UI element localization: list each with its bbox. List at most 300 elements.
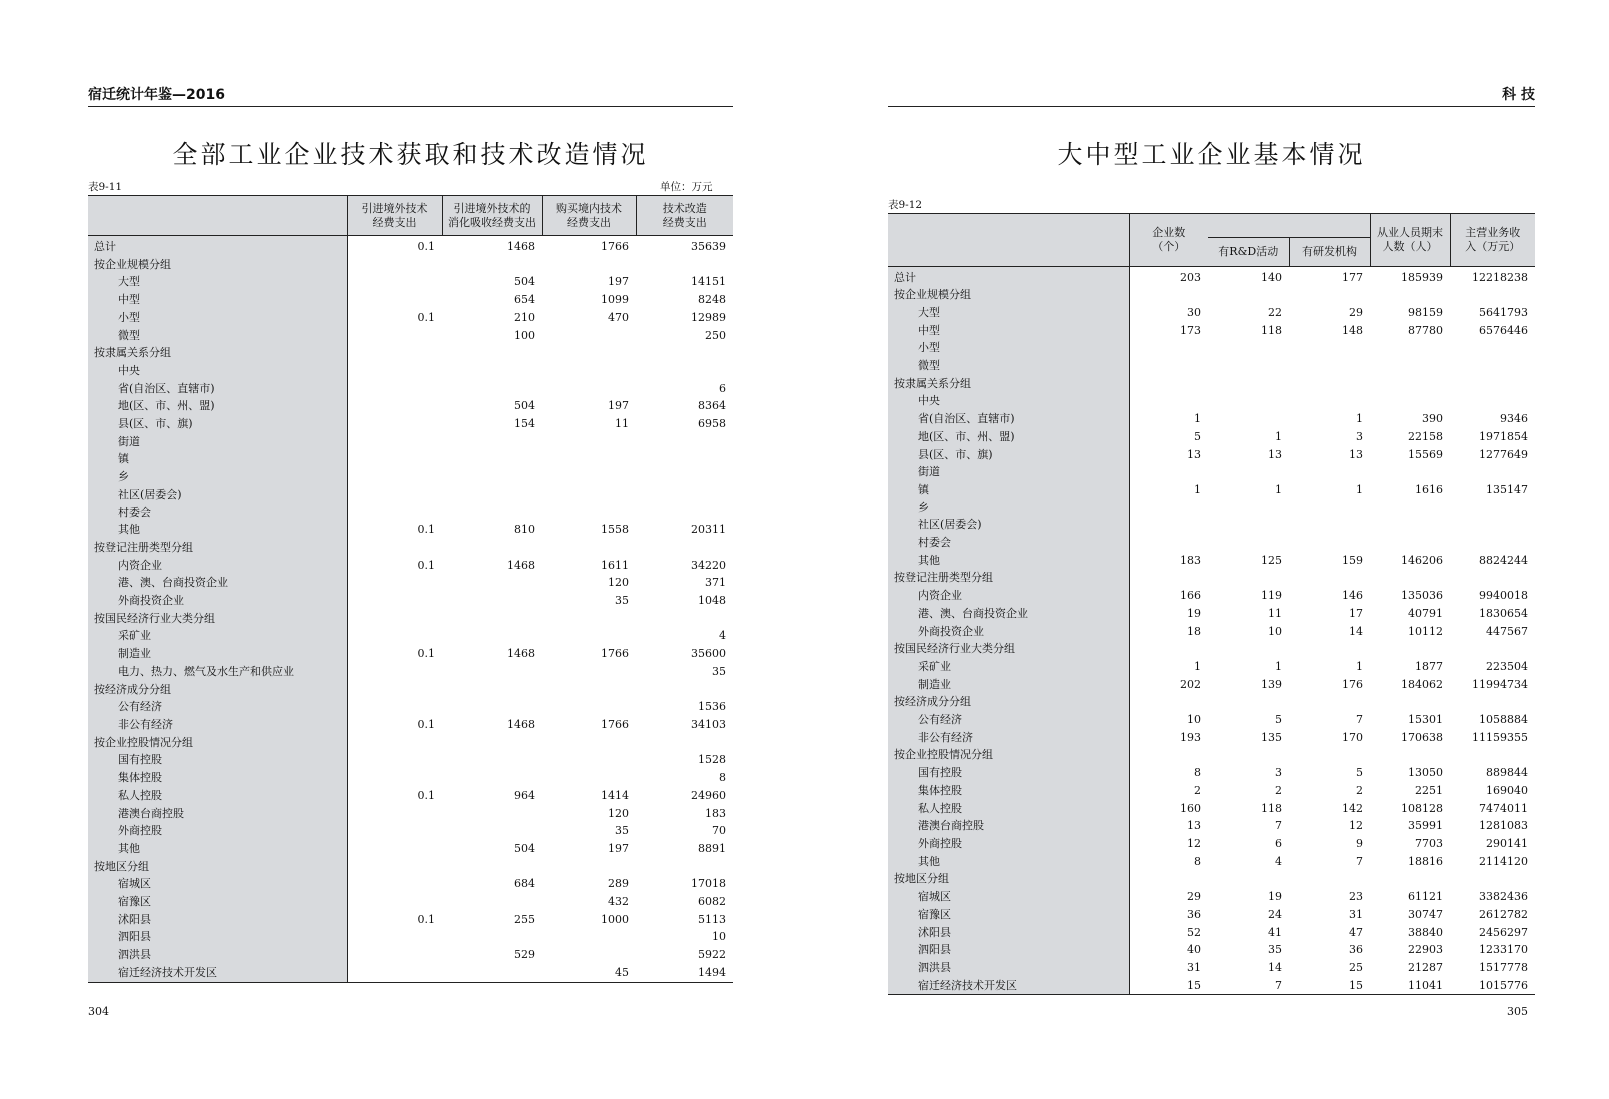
row-value: 1 [1194,412,1201,426]
table-row [88,822,733,840]
row-value [347,397,442,415]
row-label: 私人控股 [888,800,1129,818]
row-value [1289,640,1370,658]
row-value [347,663,442,681]
right-header-employees: 从业人员期末 人数（人） [1370,214,1450,266]
row-value [1129,516,1208,534]
row-value: 4 [719,629,726,643]
row-value [442,769,542,787]
left-header-col-3: 购买境内技术 经费支出 [542,196,636,236]
row-value: 36 [1187,907,1201,921]
table-row [88,946,733,964]
row-label: 集体控股 [888,782,1129,800]
row-value [1129,870,1208,888]
table-row [88,840,733,858]
row-value [1129,693,1208,711]
row-label: 微型 [888,357,1129,375]
row-label: 沭阳县 [888,924,1129,942]
row-value: 1 [1356,412,1363,426]
row-label: 制造业 [88,645,347,663]
row-value [1450,339,1535,357]
table-row [888,888,1535,906]
row-value: 210 [514,310,535,324]
row-value: 35 [615,594,629,608]
row-value: 118 [1261,323,1282,337]
row-value [1129,463,1208,481]
row-value: 1468 [507,647,535,661]
row-value: 2 [1275,783,1282,797]
row-value [1289,392,1370,410]
table-row [88,433,733,451]
row-value: 223504 [1486,659,1528,673]
table-row [88,380,733,398]
row-value [1289,357,1370,375]
row-value: 15569 [1408,447,1443,461]
row-value [636,681,733,699]
row-value: 432 [608,895,629,909]
row-value [1370,870,1450,888]
row-value [347,450,442,468]
row-value: 1 [1356,482,1363,496]
row-value: 0.1 [417,647,435,661]
row-value: 447567 [1486,624,1528,638]
row-value: 15301 [1408,713,1443,727]
row-value: 34103 [691,717,726,731]
table-row [88,769,733,787]
row-value: 100 [514,328,535,342]
row-value: 35 [615,824,629,838]
row-value: 504 [514,399,535,413]
row-value [1370,516,1450,534]
row-label: 中央 [888,392,1129,410]
row-value [1208,339,1289,357]
row-value [636,858,733,876]
row-value: 5113 [698,912,726,926]
table-row [88,256,733,274]
row-value: 177 [1342,270,1363,284]
row-value: 12 [1187,837,1201,850]
row-value: 52 [1187,925,1201,939]
row-label: 按地区分组 [88,858,347,876]
row-value: 11159355 [1472,730,1528,744]
row-value: 12989 [691,310,726,324]
table-row [888,463,1535,481]
row-value [542,504,636,522]
table-row [888,941,1535,959]
row-value: 810 [514,523,535,537]
row-value: 1971854 [1479,429,1528,443]
table-row [88,273,733,291]
row-value: 2612782 [1479,907,1528,921]
row-value [347,344,442,362]
row-value [1129,357,1208,375]
row-value [542,486,636,504]
row-value [542,858,636,876]
row-label: 按经济成分分组 [88,681,347,699]
row-value: 35991 [1408,819,1443,833]
row-value: 1558 [601,523,629,537]
right-header-rd-activity: 有R&D活动 [1208,238,1289,266]
row-value [442,433,542,451]
row-value: 1 [1194,659,1201,673]
row-value: 1611 [601,558,629,572]
row-value: 8 [719,771,726,785]
row-value [1129,375,1208,393]
row-value: 13 [1349,447,1363,461]
table-row [88,805,733,823]
row-label: 外商投资企业 [88,592,347,610]
row-value: 8 [1194,766,1201,780]
left-header-col-4: 技术改造 经费支出 [636,196,733,236]
row-label: 宿城区 [888,888,1129,906]
row-value [1208,693,1289,711]
table-row [888,853,1535,871]
row-label: 非公有经济 [888,729,1129,747]
row-value [442,256,542,274]
table-row [88,504,733,522]
row-value [542,627,636,645]
table-row [888,499,1535,517]
row-value: 13 [1268,447,1282,461]
row-value [542,663,636,681]
row-label: 微型 [88,327,347,345]
row-label: 按国民经济行业大类分组 [88,610,347,628]
row-value [542,769,636,787]
row-label: 中央 [88,362,347,380]
row-value [347,362,442,380]
row-value: 197 [608,399,629,413]
row-value: 135147 [1486,482,1528,496]
table-row [88,751,733,769]
table-row [888,764,1535,782]
row-value [1289,286,1370,304]
table-row [888,481,1535,499]
row-label: 港澳台商控股 [888,817,1129,835]
row-value [1208,640,1289,658]
row-value: 684 [514,877,535,891]
row-value [1129,569,1208,587]
row-value [1370,286,1450,304]
row-value [542,734,636,752]
row-value [442,344,542,362]
row-value [542,751,636,769]
row-value: 31 [1349,907,1363,921]
row-label: 总计 [88,236,347,256]
row-label: 按企业控股情况分组 [888,746,1129,764]
table-row [88,468,733,486]
row-label: 其他 [888,853,1129,871]
row-value: 9346 [1500,412,1528,426]
row-label: 按隶属关系分组 [888,375,1129,393]
row-value [347,380,442,398]
row-value: 0.1 [417,558,435,572]
left-running-head-text: 宿迁统计年鉴—2016 [88,87,225,103]
row-label: 国有控股 [88,751,347,769]
row-value [347,627,442,645]
row-value: 40791 [1408,606,1443,620]
row-value [442,610,542,628]
table-row [888,959,1535,977]
row-label: 宿豫区 [888,906,1129,924]
row-label: 集体控股 [88,769,347,787]
row-value: 18816 [1408,854,1443,868]
row-value: 183 [705,806,726,820]
row-value: 35 [712,664,726,678]
row-value [442,468,542,486]
table-row [888,339,1535,357]
right-page-number: 305 [1507,1005,1528,1018]
table-row [888,516,1535,534]
right-page-title: 大中型工业企业基本情况 [1057,140,1366,169]
row-value: 197 [608,275,629,289]
table-row [888,676,1535,694]
row-value: 5 [1356,766,1363,780]
row-value [1370,640,1450,658]
row-value: 19 [1187,606,1201,620]
row-value: 18 [1187,624,1201,638]
row-label: 小型 [88,309,347,327]
row-label: 大型 [88,273,347,291]
table-row [888,906,1535,924]
row-label: 按企业规模分组 [88,256,347,274]
row-value: 125 [1261,553,1282,567]
table-row [888,392,1535,410]
row-value: 40 [1187,943,1201,957]
row-value [1450,870,1535,888]
row-value: 8 [1194,854,1201,868]
table-row [888,817,1535,835]
row-value: 20311 [691,523,726,537]
row-value: 160 [1180,801,1201,815]
row-value: 0.1 [417,523,435,537]
table-row [88,716,733,734]
table-row [88,291,733,309]
row-value: 1494 [698,965,726,979]
table-row [88,928,733,946]
row-value: 148 [1342,323,1363,337]
right-header-subgroup-top [1208,214,1370,238]
row-value: 13 [1187,447,1201,461]
row-value: 154 [514,417,535,431]
row-value: 22903 [1408,943,1443,957]
row-value [1370,392,1450,410]
row-value: 30 [1187,305,1201,319]
row-value [1129,392,1208,410]
table-row [88,574,733,592]
row-value: 183 [1180,553,1201,567]
row-value [542,450,636,468]
row-label: 地(区、市、州、盟) [888,428,1129,446]
row-value: 61121 [1408,890,1443,904]
table-row [888,569,1535,587]
row-value: 1233170 [1479,943,1528,957]
row-value [636,539,733,557]
row-value [1129,534,1208,552]
row-value [1450,693,1535,711]
row-value [347,928,442,946]
left-running-head [88,84,733,107]
row-value: 23 [1349,890,1363,904]
row-value [1208,746,1289,764]
row-label: 中型 [88,291,347,309]
table-row [888,729,1535,747]
row-value [636,433,733,451]
row-value: 7 [1275,819,1282,833]
row-value: 2 [1194,783,1201,797]
row-value [1450,640,1535,658]
table-row [888,552,1535,570]
table-row [888,446,1535,464]
row-label: 街道 [88,433,347,451]
row-value: 2251 [1415,783,1443,797]
table-row [88,787,733,805]
row-label: 镇 [88,450,347,468]
left-page-number: 304 [88,1005,109,1018]
row-value: 1099 [601,293,629,307]
row-value [1450,357,1535,375]
row-value [1129,286,1208,304]
row-value [1129,499,1208,517]
row-value [442,539,542,557]
row-label: 按经济成分分组 [888,693,1129,711]
row-value [347,468,442,486]
row-value: 8248 [698,293,726,307]
row-value [1208,286,1289,304]
row-value [442,486,542,504]
row-value: 289 [608,877,629,891]
row-value: 14151 [691,275,726,289]
table-row [88,681,733,699]
row-value: 169040 [1486,783,1528,797]
row-value [1208,870,1289,888]
row-label: 总计 [888,266,1129,286]
row-label: 按地区分组 [888,870,1129,888]
table-row [88,911,733,929]
row-label: 泗阳县 [888,941,1129,959]
row-label: 泗洪县 [888,959,1129,977]
table-row [88,236,733,256]
table-row [888,658,1535,676]
row-label: 乡 [88,468,347,486]
row-label: 国有控股 [888,764,1129,782]
row-label: 地(区、市、州、盟) [88,397,347,415]
table-row [888,428,1535,446]
row-value: 22 [1268,305,1282,319]
row-value [1289,463,1370,481]
row-value: 1 [1275,659,1282,673]
row-label: 县(区、市、旗) [88,415,347,433]
row-value: 98159 [1408,305,1443,319]
row-value [1129,339,1208,357]
table-row [888,375,1535,393]
row-label: 按登记注册类型分组 [888,569,1129,587]
row-value: 22158 [1408,429,1443,443]
row-value: 1536 [698,700,726,714]
left-header-col-2: 引进境外技术的 消化吸收经费支出 [442,196,542,236]
row-value: 10112 [1408,624,1443,638]
row-value: 1 [1275,429,1282,443]
row-value: 139 [1261,677,1282,691]
row-value [1370,534,1450,552]
row-value [1289,693,1370,711]
row-label: 外商控股 [88,822,347,840]
row-label: 大型 [888,304,1129,322]
row-value [347,291,442,309]
row-value: 11994734 [1472,677,1528,691]
row-value: 12 [1349,819,1363,833]
row-value [1129,640,1208,658]
row-value: 13 [1187,819,1201,833]
row-label: 其他 [88,840,347,858]
row-label: 制造业 [888,676,1129,694]
row-value: 1830654 [1479,606,1528,620]
row-value [442,380,542,398]
row-value: 1616 [1415,482,1443,496]
row-value [636,504,733,522]
row-value [636,362,733,380]
row-label: 村委会 [88,504,347,522]
row-label: 按隶属关系分组 [88,344,347,362]
row-value [1289,516,1370,534]
row-value: 47 [1349,925,1363,939]
row-label: 港、澳、台商投资企业 [88,574,347,592]
row-value: 10 [712,930,726,944]
row-value [1450,463,1535,481]
row-value: 1528 [698,753,726,767]
row-value [1450,392,1535,410]
row-value [1289,339,1370,357]
row-value: 7703 [1415,837,1443,850]
row-value [542,681,636,699]
row-value [1370,357,1450,375]
row-value [636,450,733,468]
row-value [636,344,733,362]
row-value [347,769,442,787]
left-unit-label: 单位：万元 [660,181,713,193]
row-label: 省(自治区、直辖市) [88,380,347,398]
row-value [442,681,542,699]
row-value: 166 [1180,589,1201,603]
table-row [888,534,1535,552]
row-label: 电力、热力、燃气及水生产和供应业 [88,663,347,681]
row-value [1450,499,1535,517]
row-value: 6958 [698,417,726,431]
row-value: 120 [608,576,629,590]
row-value: 159 [1342,553,1363,567]
row-label: 采矿业 [888,658,1129,676]
row-label: 街道 [888,463,1129,481]
row-value [347,539,442,557]
right-header-revenue: 主营业务收 入（万元） [1450,214,1535,266]
table-row [88,309,733,327]
row-value: 1468 [507,558,535,572]
row-value: 3 [1275,766,1282,780]
left-data-table [88,195,733,983]
row-value [1208,516,1289,534]
left-header-col-1: 引进境外技术 经费支出 [347,196,442,236]
row-value [542,256,636,274]
table-row [888,357,1535,375]
row-value: 118 [1261,801,1282,815]
row-value [442,964,542,982]
row-value: 70 [712,824,726,838]
row-value: 185939 [1401,270,1443,284]
row-value: 371 [705,576,726,590]
row-value [442,504,542,522]
table-row [88,645,733,663]
row-value [347,858,442,876]
row-value: 1 [1194,482,1201,496]
